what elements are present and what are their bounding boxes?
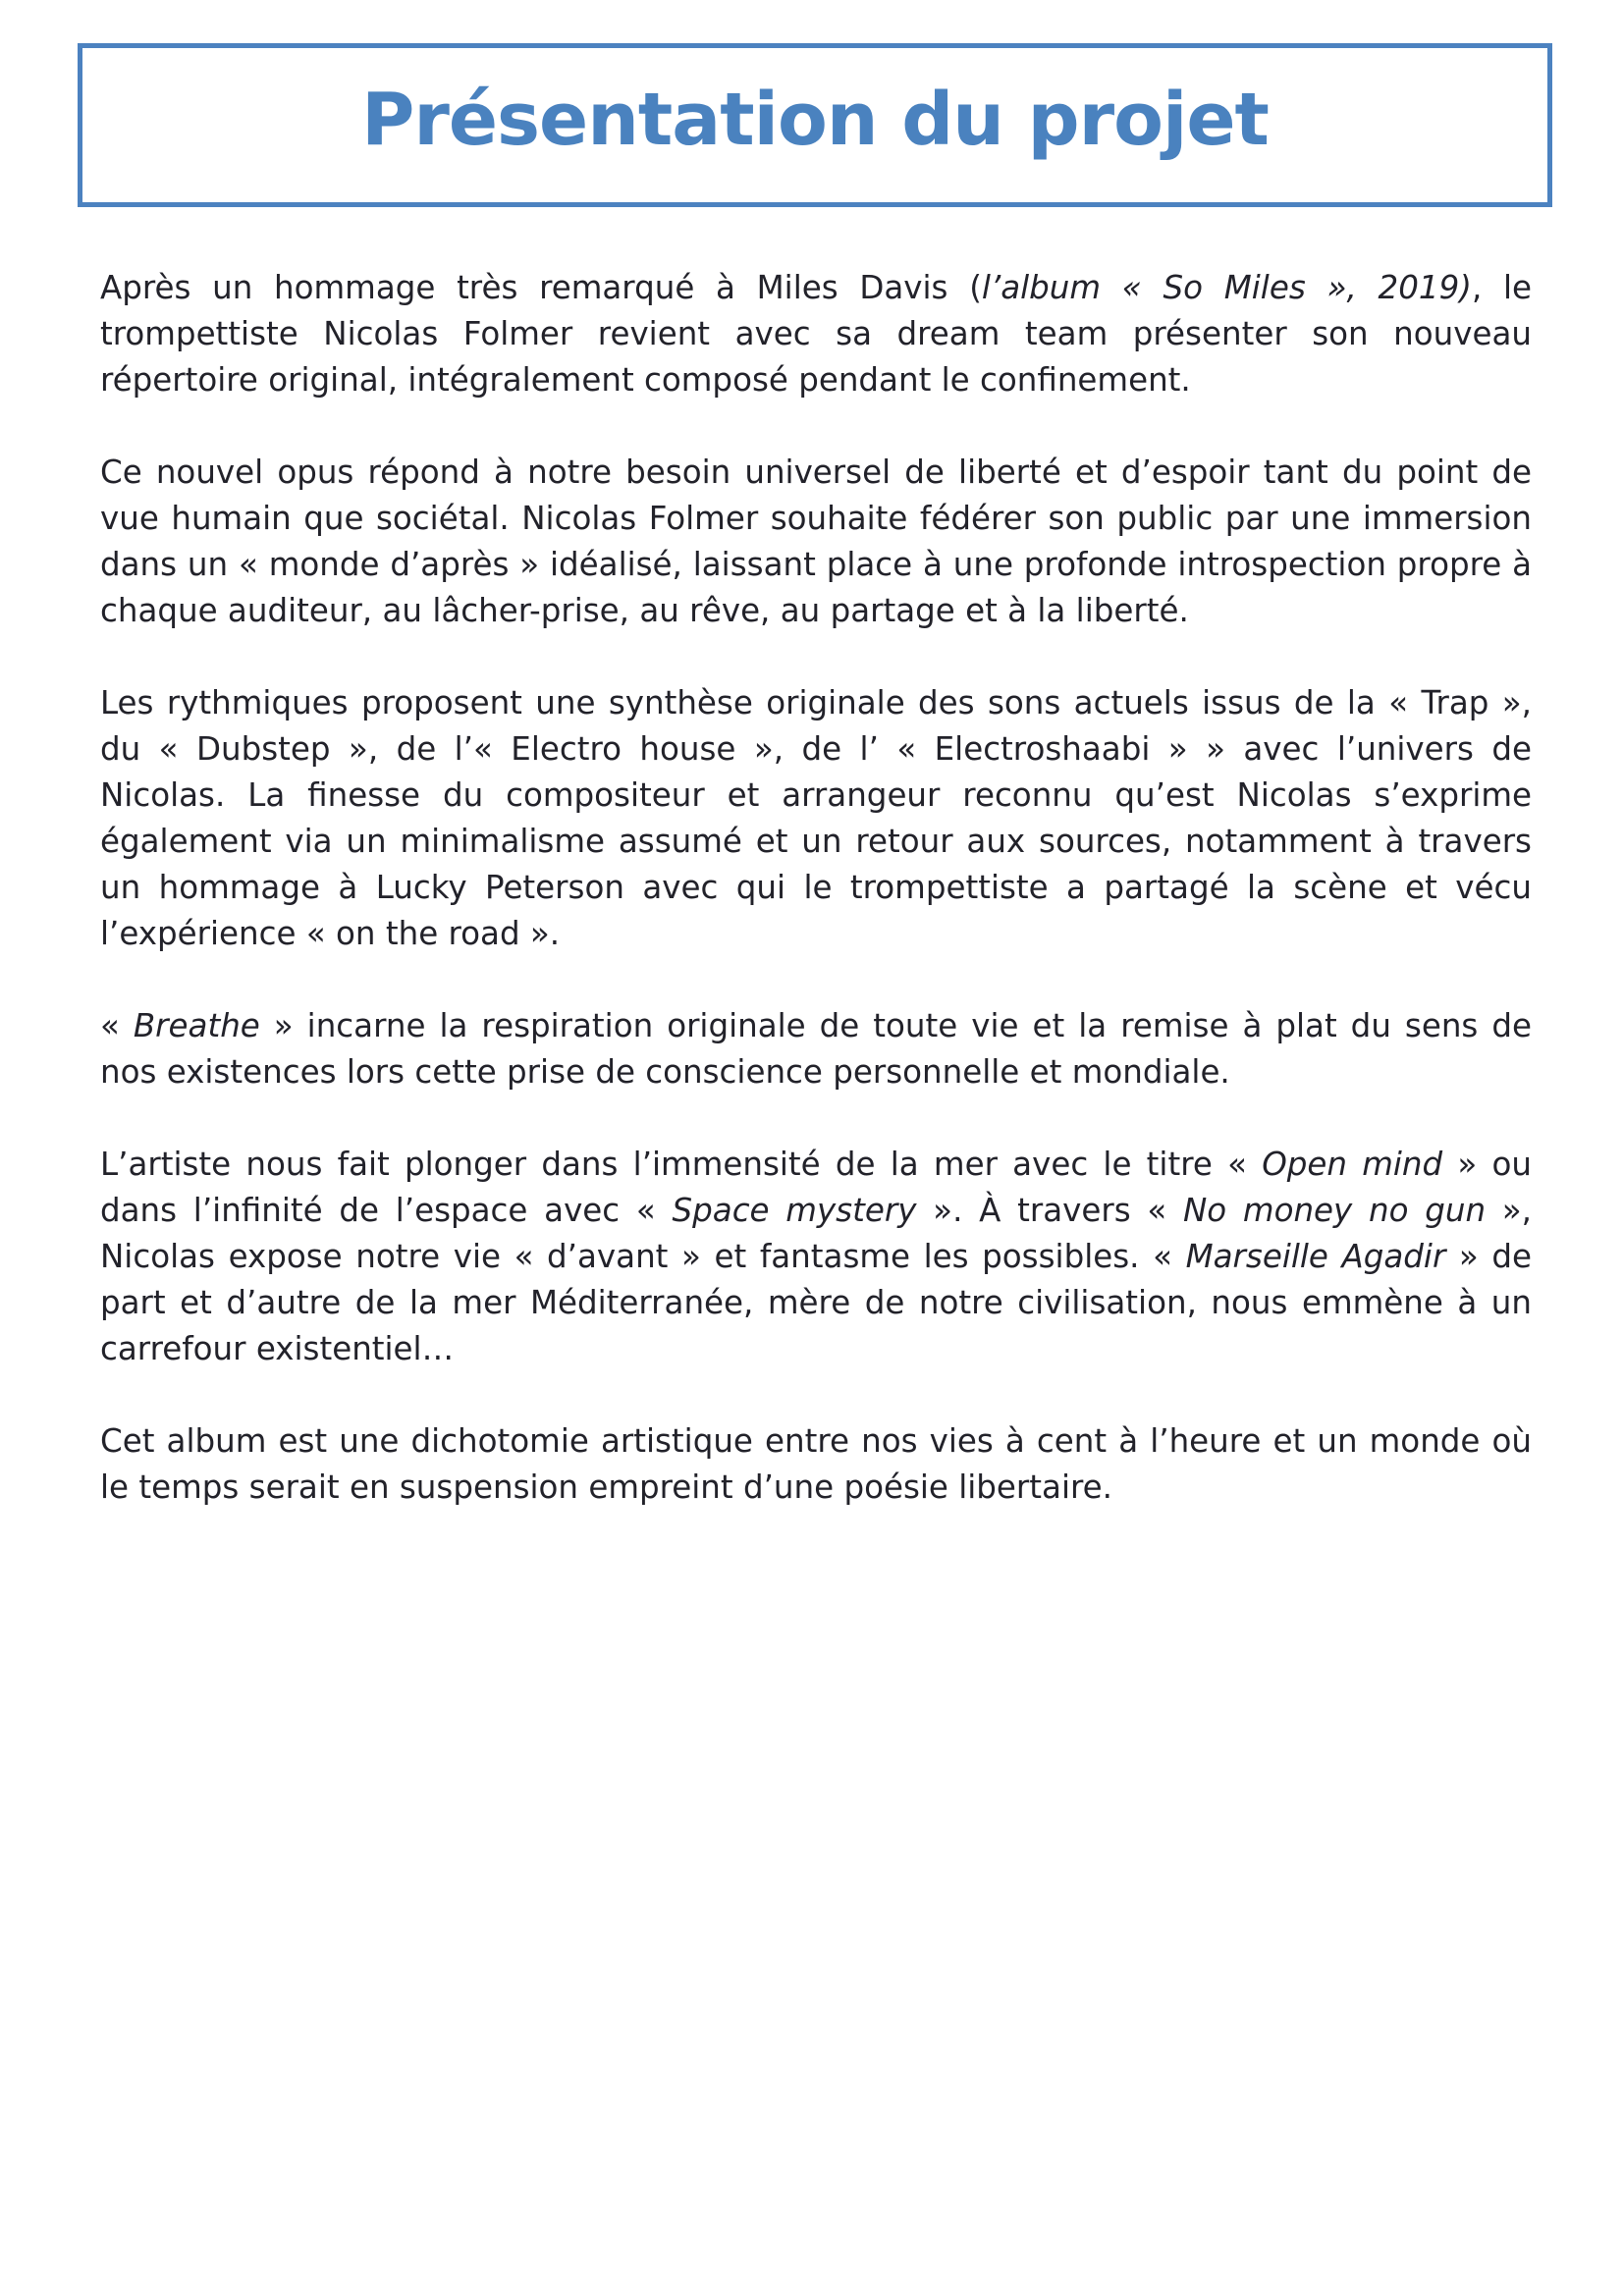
body-text bbox=[100, 265, 1532, 1557]
paragraph-text: » incarne la respiration originale de toute vie et la remise à plat du sens de nos existences lors cette prise de conscience personnelle et mondiale. bbox=[100, 1007, 1532, 1091]
paragraph bbox=[100, 1003, 1532, 1095]
paragraph-text: L’artiste nous fait plonger dans l’immensité de la mer avec le titre « bbox=[100, 1146, 1263, 1183]
italic-title-text: Marseille Agadir bbox=[1185, 1238, 1446, 1275]
paragraph bbox=[100, 1142, 1532, 1372]
paragraph-text: , le trompettiste Nicolas Folmer revient avec sa dream team présenter son nouveau répertoire original, intégralement composé pendant le confinement. bbox=[100, 269, 1532, 399]
italic-title-text: l’album « So Miles », 2019) bbox=[981, 269, 1472, 306]
paragraph-text: Ce nouvel opus répond à notre besoin universel de liberté et d’espoir tant du point de vue humain que sociétal. Nicolas Folmer souhaite fédérer son public par une immersion dans un « monde d’après » idéalisé, laissant place à une profonde introspection propre à chaque auditeur, au lâcher-prise, au rêve, au partage et à la liberté. bbox=[100, 454, 1532, 629]
page-title: Présentation du projet bbox=[361, 77, 1269, 162]
italic-title-text: No money no gun bbox=[1182, 1192, 1487, 1229]
paragraph-text: » de part et d’autre de la mer Méditerranée, mère de notre civilisation, nous emmène à un carrefour existentiel… bbox=[100, 1238, 1533, 1367]
paragraph-text: ». À travers « bbox=[916, 1192, 1183, 1229]
title-box bbox=[78, 43, 1552, 207]
paragraph bbox=[100, 1418, 1532, 1511]
italic-title-text: Open mind bbox=[1262, 1146, 1443, 1183]
paragraph bbox=[100, 450, 1532, 634]
paragraph bbox=[100, 265, 1532, 403]
paragraph-text: Cet album est une dichotomie artistique entre nos vies à cent à l’heure et un monde où le temps serait en suspension empreint d’une poésie libertaire. bbox=[100, 1422, 1532, 1506]
paragraph-text: « bbox=[100, 1007, 134, 1044]
paragraph-text: », Nicolas expose notre vie « d’avant » et fantasme les possibles. « bbox=[100, 1192, 1533, 1275]
italic-title-text: Space mystery bbox=[672, 1192, 917, 1229]
italic-title-text: Breathe bbox=[133, 1007, 260, 1044]
paragraph bbox=[100, 680, 1532, 957]
paragraph-text: Après un hommage très remarqué à Miles Davis ( bbox=[100, 269, 982, 306]
paragraph-text: Les rythmiques proposent une synthèse originale des sons actuels issus de la « Trap », du « Dubstep », de l’« Electro house », de l’ « Electroshaabi » » avec l’univers de Nicolas. La finesse du compositeur et arrangeur reconnu qu’est Nicolas s’exprime également via un minimalisme assumé et un retour aux sources, notamment à travers un hommage à Lucky Peterson avec qui le trompettiste a partagé la scène et vécu l’expérience « on the road ». bbox=[100, 684, 1532, 952]
paragraph-text: » ou dans l’infinité de l’espace avec « bbox=[100, 1146, 1532, 1229]
